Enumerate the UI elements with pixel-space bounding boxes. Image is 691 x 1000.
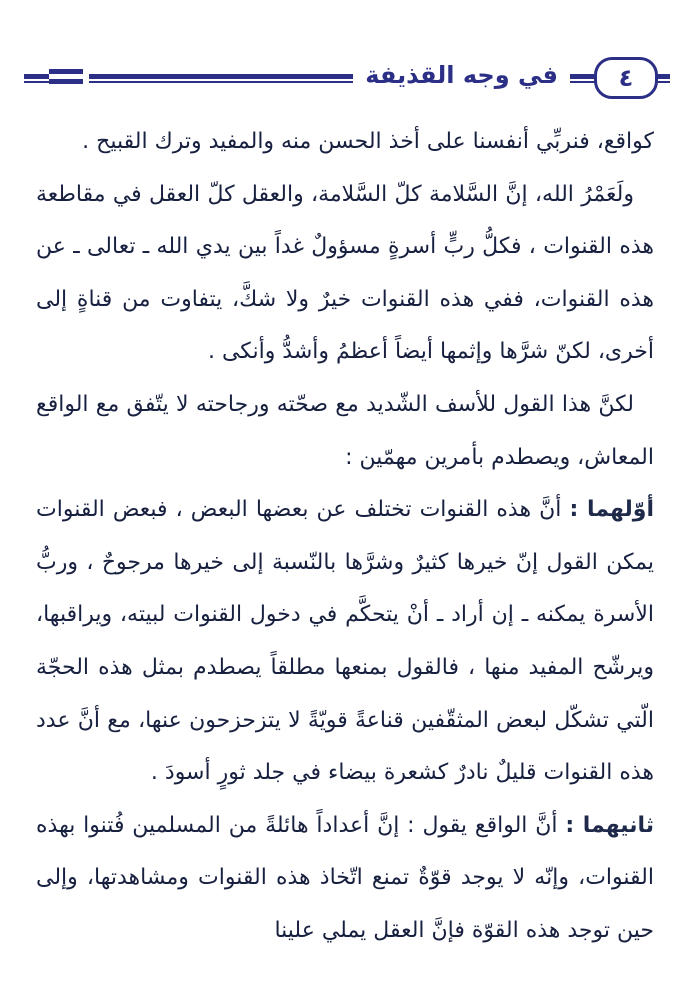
paragraph-2: ولَعَمْرُ الله، إنَّ السَّلامة كلّ السَّلامة، والعقل كلّ العقل في مقاطعة هذه القنوات ، فكلُّ ربٍّ أسرةٍ مسؤولٌ غداً بين يدي الله ـ تعالى ـ عن هذه القنوات، ففي هذه القنوات خيرٌ ولا شكَّ، يتفاوت من قناةٍ إلى أخرى، لكنّ شرَّها وإثمها أيضاً أعظمُ وأشدُّ وأنكى . (36, 181, 654, 365)
paragraph-1: كواقع، فنربِّي أنفسنا على أخذ الحسن منه والمفيد وترك القبيح . (82, 129, 654, 154)
second-point-label: ثانيهما : (565, 812, 654, 838)
page-header (24, 52, 670, 102)
page-number: ٤ (594, 57, 658, 99)
first-point-text: أنَّ هذه القنوات تختلف عن بعضها البعض ، فبعض القنوات يمكن القول إنّ خيرها كثيرٌ وشرَّها بالنّسبة إلى خيرها مرجوحٌ ، وربُّ الأسرة يمكنه ـ إن أراد ـ أنْ يتحكَّم في دخول القنوات لبيته، ويراقبها، ويرشّح المفيد منها ، فالقول بمنعها مطلقاً يصطدم بمثل هذه الحجّة الّتي تشكّل لبعض المثقّفين قناعةً قويّةً لا يتزحزحون عنها، مع أنَّ عدد هذه القنوات قليلٌ نادرٌ كشعرة بيضاء في جلد ثورٍ أسودَ . (36, 497, 654, 786)
page-body (36, 116, 654, 958)
paragraph-3: لكنَّ هذا القول للأسف الشّديد مع صحّته ورجاحته لا يتّفق مع الواقع المعاش، ويصطدم بأمرين مهمّين : (36, 391, 654, 470)
paragraph-second-point (36, 800, 654, 958)
header-rule-thin (24, 81, 670, 83)
first-point-label: أوّلهما : (569, 497, 654, 523)
header-ornament (49, 69, 89, 85)
header-rule (24, 74, 670, 79)
paragraph-first-point (36, 484, 654, 800)
running-title: في وجه القذيفة (353, 56, 570, 94)
second-point-text: أنَّ الواقع يقول : إنَّ أعداداً هائلةً من المسلمين فُتنوا بهذه القنوات، وإنّه لا يوجد قوّةٌ تمنع اتّخاذ هذه القنوات ومشاهدتها، وإلى حين توجد هذه القوّة فإنَّ العقل يملي علينا (36, 812, 654, 943)
